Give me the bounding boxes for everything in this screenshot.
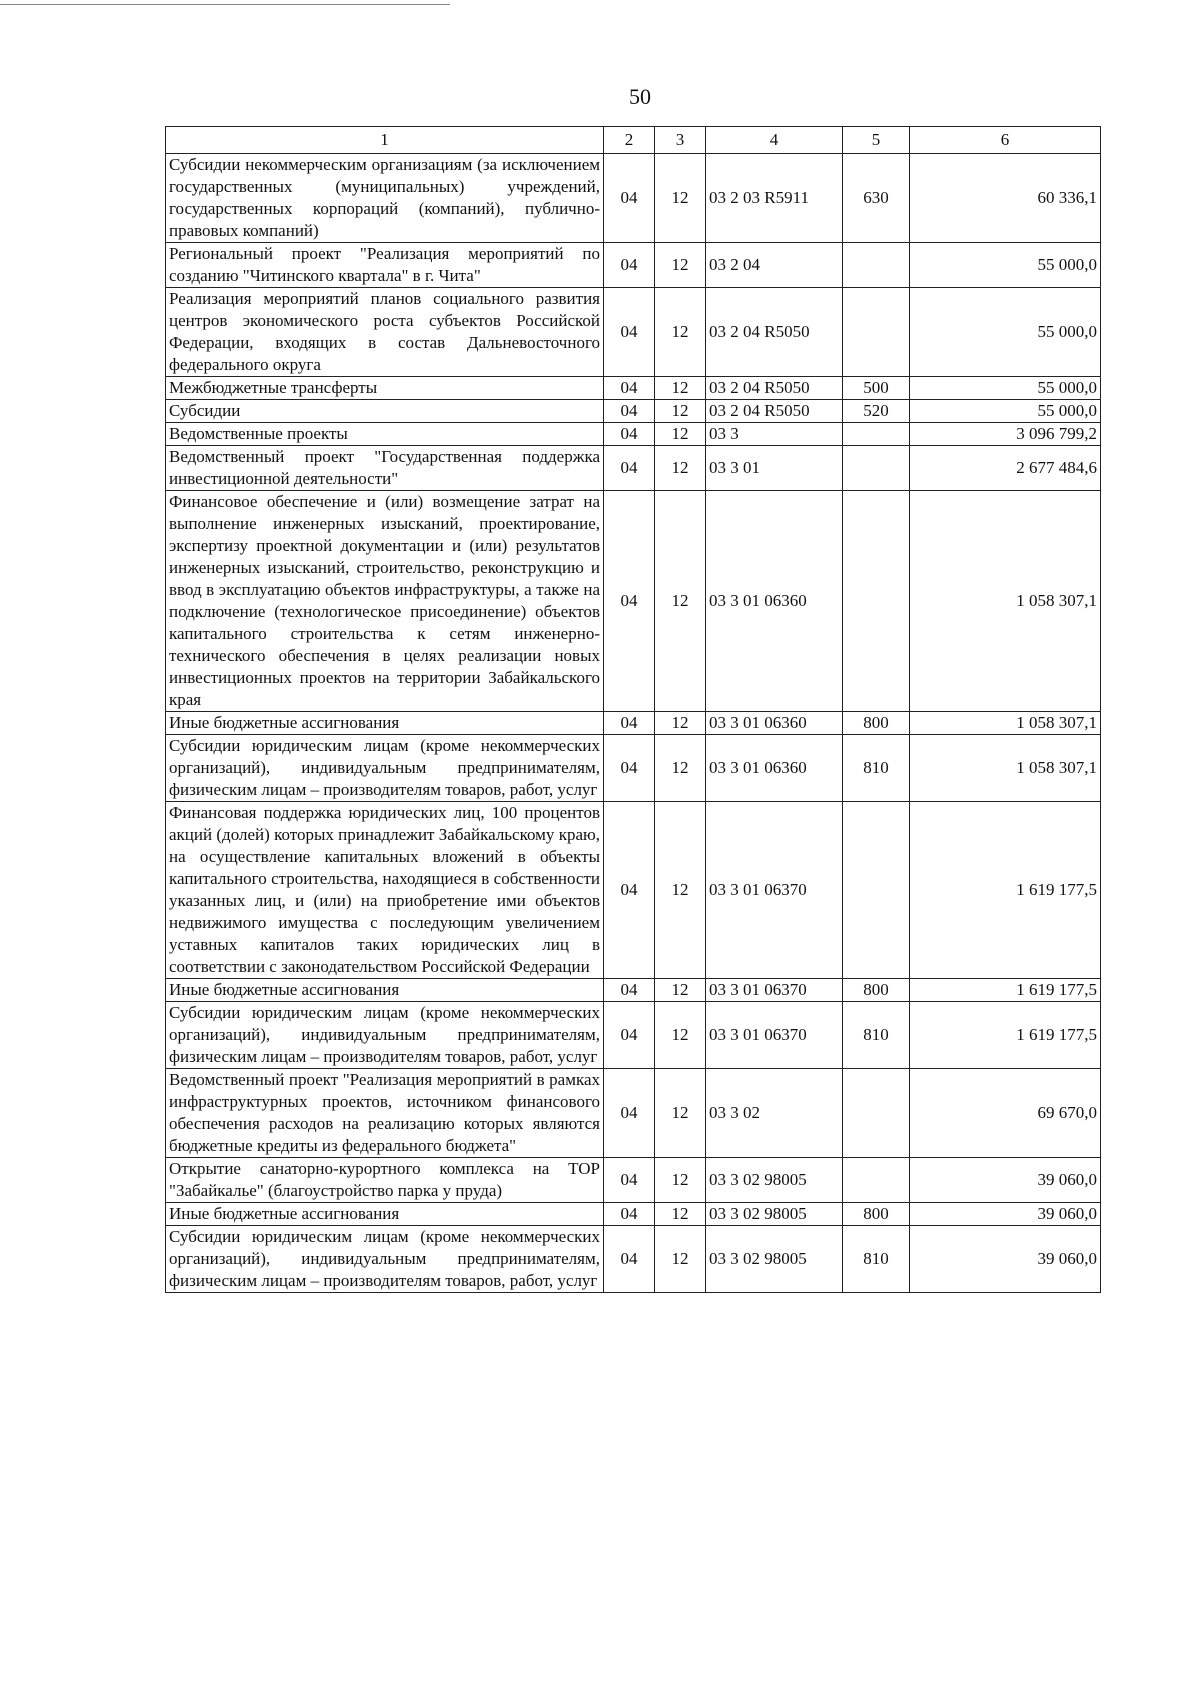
row-subsection: 12 [655,712,706,735]
row-expense-type: 800 [843,979,910,1002]
header-row [166,127,1101,154]
table-row [166,1002,1101,1069]
header-col-1: 1 [166,127,604,154]
row-expense-type: 810 [843,1226,910,1293]
row-target-article: 03 2 03 R5911 [706,154,843,243]
header-col-6: 6 [910,127,1101,154]
row-target-article: 03 3 02 [706,1069,843,1158]
row-name: Иные бюджетные ассигнования [166,1203,604,1226]
row-name: Открытие санаторно-курортного комплекса на ТОР "Забайкалье" (благоустройство парка у пруда) [166,1158,604,1203]
row-expense-type [843,1158,910,1203]
row-amount: 39 060,0 [910,1226,1101,1293]
row-subsection: 12 [655,243,706,288]
row-name: Реализация мероприятий планов социального развития центров экономического роста субъектов Российской Федерации, входящих в состав Дальневосточного федерального округа [166,288,604,377]
row-name: Иные бюджетные ассигнования [166,979,604,1002]
row-name: Ведомственный проект "Реализация мероприятий в рамках инфраструктурных проектов, источником финансового обеспечения расходов на реализацию которых являются бюджетные кредиты из федерального бюджета" [166,1069,604,1158]
row-subsection: 12 [655,288,706,377]
table-row [166,735,1101,802]
row-subsection: 12 [655,802,706,979]
header-col-5: 5 [843,127,910,154]
row-section: 04 [604,1158,655,1203]
row-target-article: 03 3 01 06370 [706,802,843,979]
row-target-article: 03 3 01 06360 [706,735,843,802]
row-section: 04 [604,712,655,735]
row-subsection: 12 [655,1069,706,1158]
row-section: 04 [604,1203,655,1226]
table-row [166,423,1101,446]
row-section: 04 [604,1002,655,1069]
row-amount: 55 000,0 [910,243,1101,288]
row-subsection: 12 [655,735,706,802]
scan-edge-line [0,4,450,5]
row-subsection: 12 [655,423,706,446]
table-row [166,1226,1101,1293]
table-row [166,1203,1101,1226]
row-target-article: 03 3 02 98005 [706,1158,843,1203]
row-expense-type [843,423,910,446]
table-row [166,154,1101,243]
row-section: 04 [604,377,655,400]
row-section: 04 [604,446,655,491]
row-name: Иные бюджетные ассигнования [166,712,604,735]
row-name: Ведомственные проекты [166,423,604,446]
row-section: 04 [604,1226,655,1293]
row-expense-type: 630 [843,154,910,243]
row-expense-type [843,802,910,979]
row-subsection: 12 [655,446,706,491]
row-expense-type: 520 [843,400,910,423]
table-header [166,127,1101,154]
row-section: 04 [604,423,655,446]
header-col-4: 4 [706,127,843,154]
row-subsection: 12 [655,400,706,423]
row-section: 04 [604,979,655,1002]
row-target-article: 03 3 01 [706,446,843,491]
row-amount: 55 000,0 [910,377,1101,400]
row-name: Субсидии [166,400,604,423]
table-row [166,491,1101,712]
row-target-article: 03 2 04 [706,243,843,288]
row-target-article: 03 2 04 R5050 [706,400,843,423]
header-col-3: 3 [655,127,706,154]
row-name: Субсидии юридическим лицам (кроме некоммерческих организаций), индивидуальным предпринимателям, физическим лицам – производителям товаров, работ, услуг [166,735,604,802]
row-target-article: 03 3 02 98005 [706,1226,843,1293]
row-amount: 69 670,0 [910,1069,1101,1158]
row-target-article: 03 3 01 06370 [706,979,843,1002]
table-row [166,243,1101,288]
row-name: Межбюджетные трансферты [166,377,604,400]
table-row [166,712,1101,735]
row-section: 04 [604,288,655,377]
row-section: 04 [604,1069,655,1158]
row-name: Финансовое обеспечение и (или) возмещение затрат на выполнение инженерных изысканий, проектирование, экспертизу проектной документации и (или) результатов инженерных изысканий, строительство, реконструкцию и ввод в эксплуатацию объектов инфраструктуры, а также на подключение (технологическое присоединение) объектов капитального строительства к сетям инженерно-технического обеспечения в целях реализации новых инвестиционных проектов на территории Забайкальского края [166,491,604,712]
row-amount: 2 677 484,6 [910,446,1101,491]
row-amount: 39 060,0 [910,1158,1101,1203]
row-expense-type: 800 [843,712,910,735]
row-name: Субсидии юридическим лицам (кроме некоммерческих организаций), индивидуальным предпринимателям, физическим лицам – производителям товаров, работ, услуг [166,1226,604,1293]
row-amount: 1 058 307,1 [910,491,1101,712]
row-section: 04 [604,491,655,712]
row-expense-type [843,243,910,288]
row-target-article: 03 3 02 98005 [706,1203,843,1226]
row-subsection: 12 [655,1203,706,1226]
row-amount: 60 336,1 [910,154,1101,243]
row-expense-type [843,1069,910,1158]
row-name: Субсидии юридическим лицам (кроме некоммерческих организаций), индивидуальным предпринимателям, физическим лицам – производителям товаров, работ, услуг [166,1002,604,1069]
row-amount: 55 000,0 [910,288,1101,377]
row-amount: 39 060,0 [910,1203,1101,1226]
row-amount: 1 619 177,5 [910,979,1101,1002]
row-name: Субсидии некоммерческим организациям (за исключением государственных (муниципальных) учреждений, государственных корпораций (компаний), публично-правовых компаний) [166,154,604,243]
table-row [166,1069,1101,1158]
row-section: 04 [604,735,655,802]
row-section: 04 [604,154,655,243]
row-expense-type: 800 [843,1203,910,1226]
page-number: 50 [629,84,651,109]
table-row [166,400,1101,423]
row-target-article: 03 2 04 R5050 [706,288,843,377]
row-subsection: 12 [655,979,706,1002]
row-section: 04 [604,243,655,288]
row-expense-type: 500 [843,377,910,400]
table-row [166,802,1101,979]
row-expense-type: 810 [843,735,910,802]
table-row [166,1158,1101,1203]
row-expense-type [843,491,910,712]
row-subsection: 12 [655,491,706,712]
row-amount: 55 000,0 [910,400,1101,423]
row-subsection: 12 [655,1158,706,1203]
row-amount: 1 058 307,1 [910,735,1101,802]
row-amount: 1 619 177,5 [910,1002,1101,1069]
row-subsection: 12 [655,154,706,243]
row-target-article: 03 3 [706,423,843,446]
table-row [166,377,1101,400]
row-section: 04 [604,400,655,423]
row-amount: 1 619 177,5 [910,802,1101,979]
row-target-article: 03 3 01 06370 [706,1002,843,1069]
row-subsection: 12 [655,1226,706,1293]
row-section: 04 [604,802,655,979]
row-amount: 3 096 799,2 [910,423,1101,446]
row-name: Ведомственный проект "Государственная поддержка инвестиционной деятельности" [166,446,604,491]
table-row [166,446,1101,491]
row-subsection: 12 [655,1002,706,1069]
row-subsection: 12 [655,377,706,400]
header-col-2: 2 [604,127,655,154]
budget-table [165,126,1101,1293]
row-expense-type [843,446,910,491]
row-name: Региональный проект "Реализация мероприятий по созданию "Читинского квартала" в г. Чита" [166,243,604,288]
table-row [166,979,1101,1002]
row-target-article: 03 2 04 R5050 [706,377,843,400]
row-expense-type: 810 [843,1002,910,1069]
row-amount: 1 058 307,1 [910,712,1101,735]
row-target-article: 03 3 01 06360 [706,491,843,712]
table-row [166,288,1101,377]
row-target-article: 03 3 01 06360 [706,712,843,735]
table-body [166,154,1101,1293]
row-expense-type [843,288,910,377]
row-name: Финансовая поддержка юридических лиц, 100 процентов акций (долей) которых принадлежит Забайкальскому краю, на осуществление капитальных вложений в объекты капитального строительства, находящиеся в собственности указанных лиц, и (или) на приобретение ими объектов недвижимого имущества с последующим увеличением уставных капиталов таких юридических лиц в соответствии с законодательством Российской Федерации [166,802,604,979]
